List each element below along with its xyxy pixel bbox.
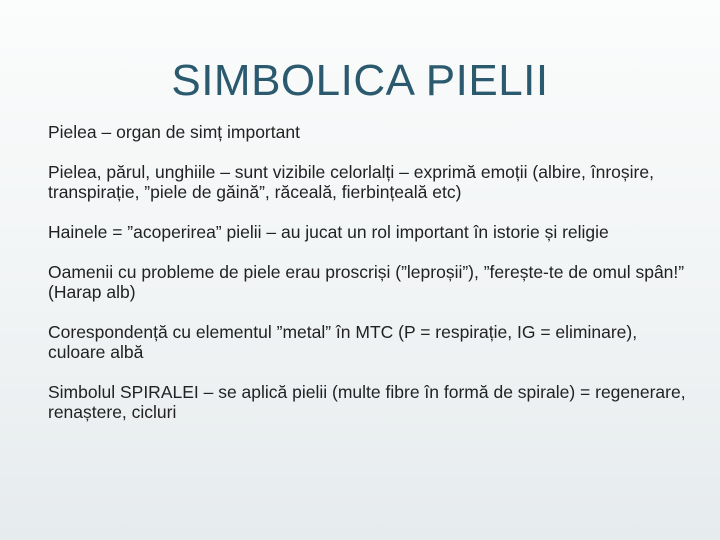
bullet-item: Hainele = ”acoperirea” pielii – au jucat un rol important în istorie și religie [48, 222, 609, 242]
bullet-item: Simbolul SPIRALEI – se aplică pielii (multe fibre în formă de spirale) = regenerare, renaștere, cicluri [48, 382, 686, 422]
slide-title: SIMBOLICA PIELII [171, 56, 549, 105]
bullet-list [48, 122, 688, 442]
bullet-item: Oamenii cu probleme de piele erau proscriși (”leproșii”), ”ferește-te de omul spân!” (Harap alb) [48, 262, 685, 302]
bullet-item: Pielea – organ de simț important [48, 122, 300, 142]
bullet-item: Pielea, părul, unghiile – sunt vizibile celorlalți – exprimă emoții (albire, înroșire, transpirație, ”piele de găină”, răceală, fierbințeală etc) [48, 162, 654, 202]
bullet-item: Corespondență cu elementul ”metal” în MTC (P = respirație, IG = eliminare), culoare albă [48, 322, 638, 362]
